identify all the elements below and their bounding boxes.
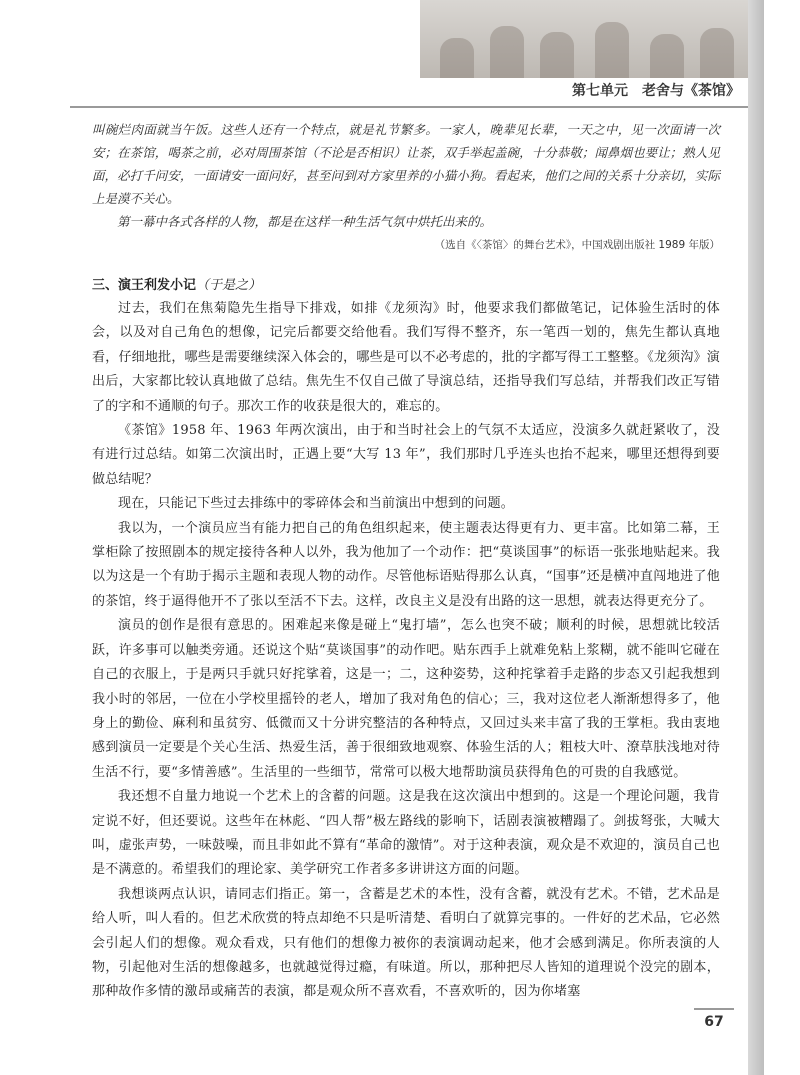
page-content <box>92 118 720 1005</box>
body-paragraph: 现在，只能记下些过去排练中的零碎体会和当前演出中想到的问题。 <box>118 496 515 512</box>
body-paragraph: 我还想不自量力地说一个艺术上的含蓄的问题。这是我在这次演出中想到的。这是一个理论问题，我肯定说不好，但还要说。这些年在林彪、“四人帮”极左路线的影响下，话剧表演被糟蹋了。剑拔弩张，大喊大叫，虚张声势，一味鼓噪，而且非如此不算有“革命的激情”。对于这种表演，观众是不欢迎的，演员自己也是不满意的。希望我们的理论家、美学研究工作者多多讲讲这方面的问题。 <box>92 789 720 878</box>
illustration-figure <box>490 26 524 78</box>
page-edge-bar <box>748 0 764 1075</box>
illustration-figure <box>440 38 474 78</box>
page-number: 67 <box>694 1008 734 1040</box>
excerpt-source: （选自《〈茶馆〉的舞台艺术》，中国戏剧出版社 1989 年版） <box>434 239 720 251</box>
body-paragraph: 我想谈两点认识，请同志们指正。第一，含蓄是艺术的本性，没有含蓄，就没有艺术。不错，艺术品是给人听，叫人看的。但艺术欣赏的特点却绝不只是听清楚、看明白了就算完事的。一件好的艺术品，它必然会引起人们的想像。观众看戏，只有他们的想像力被你的表演调动起来，他才会感到满足。你所表演的人物，引起他对生活的想像越多，也就越觉得过瘾，有味道。所以，那种把尽人皆知的道理说个没完的剧本，那种故作多情的激昂或痛苦的表演，都是观众所不喜欢看，不喜欢听的，因为你堵塞 <box>92 886 720 1000</box>
body-paragraph: 我以为，一个演员应当有能力把自己的角色组织起来，使主题表达得更有力、更丰富。比如第二幕，王掌柜除了按照剧本的规定接待各种人以外，我为他加了一个动作：把“莫谈国事”的标语一张张地贴起来。我以为这是一个有助于揭示主题和表现人物的动作。尽管他标语贴得那么认真，“国事”还是横冲直闯地进了他的茶馆，终于逼得他开不了张以至活不下去。这样，改良主义是没有出路的这一思想，就表达得更充分了。 <box>92 520 720 609</box>
header-divider <box>70 106 748 108</box>
excerpt-paragraph: 叫碗烂肉面就当午饭。这些人还有一个特点，就是礼节繁多。一家人，晚辈见长辈，一天之中，见一次面请一次安；在茶馆，喝茶之前，必对周围茶馆（不论是否相识）让茶，双手举起盖碗，十分恭敬；闻鼻烟也要让；熟人见面，必打千问安，一面请安一面问好，甚至问到对方家里养的小猫小狗。看起来，他们之间的关系十分亲切，实际上是漠不关心。 <box>92 122 720 206</box>
header-illustration <box>420 0 748 78</box>
illustration-figure <box>595 22 629 78</box>
body-paragraph: 演员的创作是很有意思的。困难起来像是碰上“鬼打墙”，怎么也突不破；顺利的时候，思想就比较活跃，许多事可以触类旁通。还说这个贴“莫谈国事”的动作吧。贴东西手上就难免粘上浆糊，就不能叫它碰在自己的衣服上，于是两只手就只好挓挲着，这是一；二，这种姿势，这种挓挲着手走路的步态又引起我想到我小时的邻居，一位在小学校里摇铃的老人，增加了我对角色的信心；三，我对这位老人渐渐想得多了，他身上的勤俭、麻利和虽贫穷、低微而又十分讲究整洁的各种特点，又回过头来丰富了我的王掌柜。我由衷地感到演员一定要是个关心生活、热爱生活，善于很细致地观察、体验生活的人；粗枝大叶、潦草肤浅地对待生活不行，要“多情善感”。生活里的一些细节，常常可以极大地帮助演员获得角色的可贵的自我感觉。 <box>92 618 720 780</box>
illustration-figure <box>650 34 684 78</box>
section-author: （于是之） <box>196 278 262 293</box>
excerpt-paragraph: 第一幕中各式各样的人物，都是在这样一种生活气氛中烘托出来的。 <box>117 214 493 229</box>
illustration-figure <box>700 28 734 78</box>
section-heading <box>92 274 720 293</box>
unit-header-title: 第七单元 老舍与《茶馆》 <box>572 83 740 99</box>
illustration-figure <box>540 32 574 78</box>
body-paragraph: 《茶馆》1958 年、1963 年两次演出，由于和当时社会上的气氛不太适应，没演多久就赶紧收了，没有进行过总结。如第二次演出时，正遇上要“大写 13 年”，我们那时几乎连头也抬不起来，哪里还想得到要做总结呢？ <box>92 423 720 487</box>
body-paragraph: 过去，我们在焦菊隐先生指导下排戏，如排《龙须沟》时，他要求我们都做笔记，记体验生活时的体会，以及对自己角色的想像，记完后都要交给他看。我们写得不整齐，东一笔西一划的，焦先生都认真地看，仔细地批，哪些是需要继续深入体会的，哪些是可以不必考虑的，批的字都写得工工整整。《龙须沟》演出后，大家都比较认真地做了总结。焦先生不仅自己做了导演总结，还指导我们写总结，并帮我们改正写错了的字和不通顺的句子。那次工作的收获是很大的，难忘的。 <box>92 301 720 414</box>
section-title: 三、演王利发小记 <box>92 278 197 293</box>
